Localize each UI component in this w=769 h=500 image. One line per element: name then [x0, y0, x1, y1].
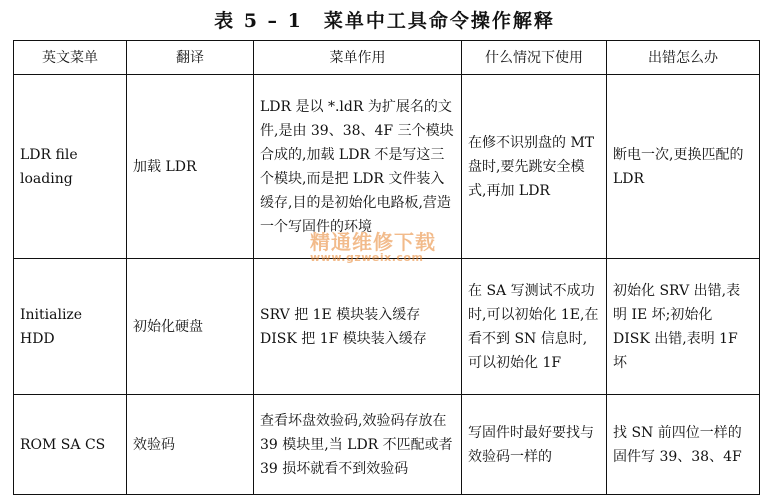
cell-menu: ROM SA CS — [14, 395, 127, 495]
cell-translation: 初始化硬盘 — [127, 259, 254, 395]
header-row — [14, 41, 760, 75]
cell-menu: Initialize HDD — [14, 259, 127, 395]
cell-translation: 加载 LDR — [127, 75, 254, 259]
watermark-text: 精通维修下载 — [310, 230, 436, 254]
header-translation: 翻译 — [127, 41, 254, 75]
cell-translation: 效验码 — [127, 395, 254, 495]
header-menu-function: 菜单作用 — [254, 41, 462, 75]
header-when-to-use: 什么情况下使用 — [462, 41, 607, 75]
menu-commands-table — [13, 40, 760, 495]
cell-error: 初始化 SRV 出错,表明 IE 坏;初始化 DISK 出错,表明 1F 坏 — [607, 259, 760, 395]
cell-function: 查看坏盘效验码,效验码存放在 39 模块里,当 LDR 不匹配或者 39 损坏就看不到效验码 — [254, 395, 462, 495]
cell-error: 断电一次,更换匹配的 LDR — [607, 75, 760, 259]
cell-function: SRV 把 1E 模块装入缓存 DISK 把 1F 模块装入缓存 — [254, 259, 462, 395]
watermark — [310, 232, 436, 264]
cell-function: LDR 是以 *.ldR 为扩展名的文件,是由 39、38、4F 三个模块合成的,加载 LDR 不是写这三个模块,而是把 LDR 文件装入缓存,目的是初始化电路板,营造一个写固件的环境 — [254, 75, 462, 259]
table-row — [14, 259, 760, 395]
watermark-url: www.gzweix.com — [310, 251, 424, 264]
cell-when: 写固件时最好要找与效验码一样的 — [462, 395, 607, 495]
header-on-error: 出错怎么办 — [607, 41, 760, 75]
cell-when: 在 SA 写测试不成功时,可以初始化 1E,在看不到 SN 信息时,可以初始化 1F — [462, 259, 607, 395]
table-title: 表 5 – 1 菜单中工具命令操作解释 — [214, 10, 555, 32]
cell-when: 在修不识别盘的 MT 盘时,要先跳安全模式,再加 LDR — [462, 75, 607, 259]
cell-menu: LDR file loading — [14, 75, 127, 259]
cell-error: 找 SN 前四位一样的固件写 39、38、4F — [607, 395, 760, 495]
table-row — [14, 395, 760, 495]
header-english-menu: 英文菜单 — [14, 41, 127, 75]
